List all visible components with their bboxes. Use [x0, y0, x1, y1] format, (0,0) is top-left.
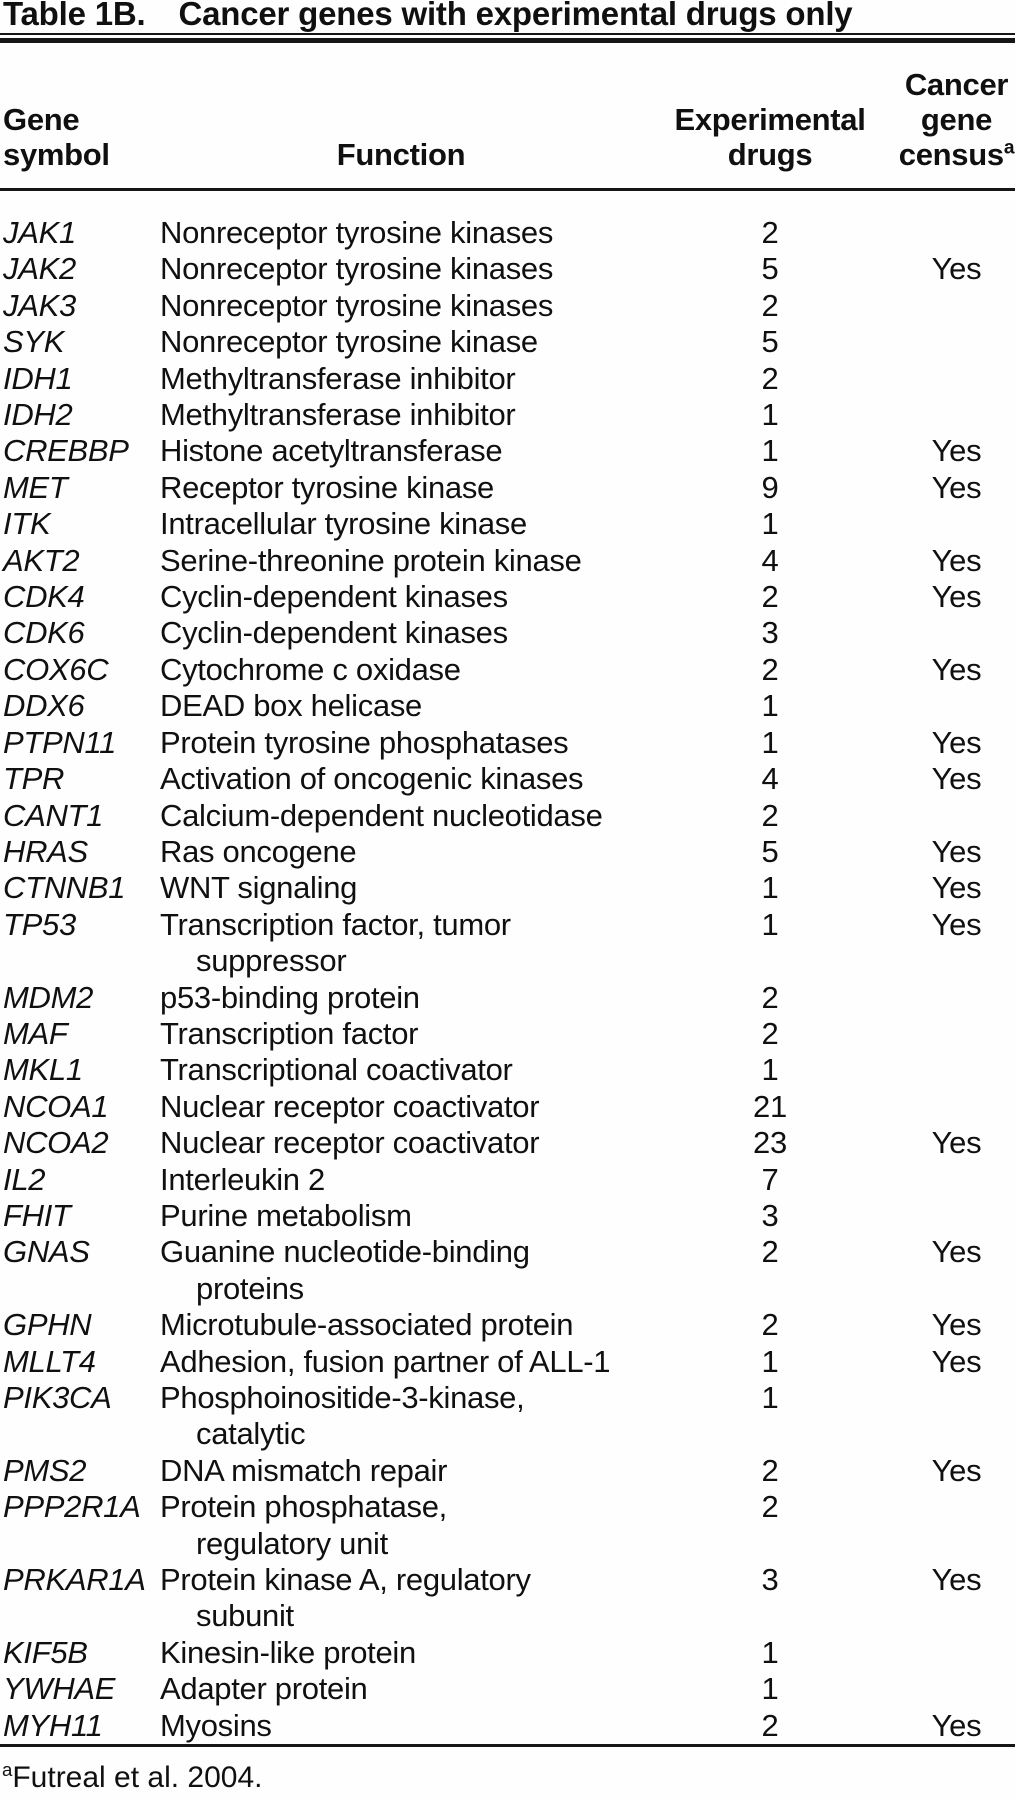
gene-symbol-cell: ITK — [3, 506, 51, 542]
function-text: DNA mismatch repair — [160, 1452, 448, 1488]
table-row — [0, 1671, 1015, 1707]
function-text: Protein tyrosine phosphatases — [160, 724, 569, 760]
function-text-continued: proteins — [196, 1270, 304, 1306]
experimental-drugs-cell: 2 — [761, 579, 779, 615]
function-text: Transcription factor, tumor — [160, 906, 511, 942]
function-text-continued: catalytic — [196, 1416, 306, 1452]
function-cell — [160, 1162, 642, 1198]
function-cell — [160, 1307, 642, 1343]
function-text: Adhesion, fusion partner of ALL-1 — [160, 1343, 611, 1379]
cancer-gene-census-cell: Yes — [931, 724, 982, 760]
experimental-drugs-cell: 1 — [761, 870, 779, 906]
function-text: DEAD box helicase — [160, 688, 422, 724]
table-row — [0, 361, 1015, 397]
experimental-drugs-cell: 1 — [761, 1634, 779, 1670]
experimental-drugs-cell: 3 — [761, 1562, 779, 1598]
function-text: Transcription factor — [160, 1015, 419, 1051]
cancer-gene-census-cell: Yes — [931, 1707, 982, 1743]
function-text: Protein phosphatase, — [160, 1489, 447, 1525]
function-cell — [160, 725, 642, 761]
gene-symbol-cell: IDH1 — [3, 360, 73, 396]
function-text: Nonreceptor tyrosine kinases — [160, 251, 554, 287]
function-cell — [160, 1562, 642, 1635]
function-cell — [160, 1016, 642, 1052]
function-cell — [160, 543, 642, 579]
gene-symbol-cell: GPHN — [3, 1307, 92, 1343]
gene-symbol-cell: MYH11 — [3, 1707, 103, 1743]
function-header-label: Function — [336, 137, 466, 172]
function-cell — [160, 1234, 642, 1307]
table-row — [0, 834, 1015, 870]
gene-symbol-cell: CREBBP — [3, 433, 129, 469]
column-header-gene-symbol — [0, 102, 160, 172]
gene-symbol-cell: CANT1 — [3, 797, 104, 833]
function-text: Nuclear receptor coactivator — [160, 1088, 540, 1124]
function-cell — [160, 1380, 642, 1453]
experimental-drugs-cell: 1 — [761, 688, 779, 724]
gene-symbol-cell: MKL1 — [3, 1052, 83, 1088]
function-cell — [160, 1125, 642, 1161]
cancer-gene-census-cell: Yes — [931, 761, 982, 797]
table-row — [0, 1125, 1015, 1161]
function-cell — [160, 834, 642, 870]
function-text: Intracellular tyrosine kinase — [160, 506, 527, 542]
experimental-drugs-cell: 2 — [761, 1707, 779, 1743]
function-cell — [160, 506, 642, 542]
experimental-drugs-cell: 21 — [753, 1088, 787, 1124]
table-row — [0, 251, 1015, 287]
table-row — [0, 1016, 1015, 1052]
cancer-gene-census-cell: Yes — [931, 870, 982, 906]
table-row — [0, 980, 1015, 1016]
gene-symbol-cell: TP53 — [3, 906, 76, 942]
table-row — [0, 1380, 1015, 1453]
function-cell — [160, 1635, 642, 1671]
gene-symbol-cell: MDM2 — [3, 979, 94, 1015]
column-header-function — [160, 137, 642, 172]
cancer-gene-census-cell: Yes — [931, 251, 982, 287]
table-row — [0, 1453, 1015, 1489]
table-body — [0, 191, 1015, 1744]
table-row — [0, 1489, 1015, 1562]
function-cell — [160, 688, 642, 724]
cancer-gene-census-cell: Yes — [931, 1562, 982, 1598]
experimental-drugs-cell: 3 — [761, 1197, 779, 1233]
function-cell — [160, 907, 642, 980]
gene-symbol-cell: GNAS — [3, 1234, 90, 1270]
drugs-header-line1: Experimental — [674, 102, 866, 137]
function-cell — [160, 324, 642, 360]
column-header-experimental-drugs — [642, 102, 898, 172]
table-row — [0, 798, 1015, 834]
experimental-drugs-cell: 3 — [761, 615, 779, 651]
experimental-drugs-cell: 7 — [761, 1161, 779, 1197]
function-cell — [160, 433, 642, 469]
function-text: Methyltransferase inhibitor — [160, 360, 516, 396]
table-row — [0, 1198, 1015, 1234]
function-cell — [160, 579, 642, 615]
experimental-drugs-cell: 23 — [753, 1125, 787, 1161]
experimental-drugs-cell: 2 — [761, 1015, 779, 1051]
gene-symbol-cell: PTPN11 — [3, 724, 117, 760]
gene-symbol-cell: DDX6 — [3, 688, 85, 724]
experimental-drugs-cell: 4 — [761, 761, 779, 797]
function-text: Histone acetyltransferase — [160, 433, 503, 469]
table-row — [0, 543, 1015, 579]
table-row — [0, 1562, 1015, 1635]
cancer-gene-census-cell: Yes — [931, 651, 982, 687]
experimental-drugs-cell: 1 — [761, 1380, 779, 1415]
gene-symbol-cell: FHIT — [3, 1197, 71, 1233]
function-text: Transcriptional coactivator — [160, 1052, 513, 1088]
function-cell — [160, 1052, 642, 1088]
gene-symbol-cell: MLLT4 — [3, 1343, 96, 1379]
function-cell — [160, 1089, 642, 1125]
function-text: Nonreceptor tyrosine kinases — [160, 287, 554, 323]
gene-symbol-cell: NCOA2 — [3, 1125, 109, 1161]
table-row — [0, 1162, 1015, 1198]
function-cell — [160, 615, 642, 651]
cancer-gene-census-cell: Yes — [931, 433, 982, 469]
census-header-line1: Cancer — [904, 67, 1009, 102]
gene-symbol-cell: JAK2 — [3, 251, 76, 287]
gene-symbol-cell: NCOA1 — [3, 1088, 109, 1124]
function-text: Myosins — [160, 1707, 272, 1743]
table-row — [0, 324, 1015, 360]
function-text: Guanine nucleotide-binding — [160, 1234, 530, 1270]
footnote — [2, 1760, 263, 1796]
experimental-drugs-cell: 1 — [761, 1343, 779, 1379]
function-cell — [160, 470, 642, 506]
table-row — [0, 725, 1015, 761]
cancer-gene-census-cell: Yes — [931, 1307, 982, 1343]
experimental-drugs-cell: 2 — [761, 797, 779, 833]
experimental-drugs-cell: 1 — [761, 724, 779, 760]
function-cell — [160, 870, 642, 906]
experimental-drugs-cell: 4 — [761, 542, 779, 578]
gene-symbol-cell: CDK4 — [3, 579, 85, 615]
experimental-drugs-cell: 1 — [761, 1052, 779, 1088]
column-header-cancer-gene-census — [898, 67, 1015, 172]
function-text: Ras oncogene — [160, 833, 357, 869]
gene-symbol-cell: SYK — [3, 324, 65, 360]
function-text: Protein kinase A, regulatory — [160, 1562, 531, 1598]
function-text: Activation of oncogenic kinases — [160, 761, 584, 797]
function-cell — [160, 1344, 642, 1380]
function-text-continued: subunit — [196, 1598, 294, 1634]
cancer-gene-census-cell: Yes — [931, 1125, 982, 1161]
experimental-drugs-cell: 9 — [761, 469, 779, 505]
table-number-label: Table 1B. — [3, 0, 146, 32]
function-text: Serine-threonine protein kinase — [160, 542, 582, 578]
table-bottom-rule — [0, 1744, 1015, 1747]
function-cell — [160, 397, 642, 433]
footnote-text: Futreal et al. 2004. — [12, 1761, 263, 1794]
gene-symbol-cell: IL2 — [3, 1161, 46, 1197]
function-cell — [160, 251, 642, 287]
table-header-row — [0, 43, 1015, 188]
gene-symbol-cell: KIF5B — [3, 1634, 88, 1670]
cancer-gene-census-cell: Yes — [931, 1234, 982, 1270]
caption-divider-rule — [0, 33, 1015, 43]
table-row — [0, 1344, 1015, 1380]
table-row — [0, 506, 1015, 542]
function-cell — [160, 288, 642, 324]
experimental-drugs-cell: 2 — [761, 1452, 779, 1488]
table-row — [0, 1089, 1015, 1125]
function-text: p53-binding protein — [160, 979, 420, 1015]
experimental-drugs-cell: 2 — [761, 1234, 779, 1270]
census-header-word: census — [898, 137, 1004, 172]
table-row — [0, 433, 1015, 469]
table-row — [0, 870, 1015, 906]
table-caption-text: Cancer genes with experimental drugs only — [178, 0, 853, 32]
cancer-gene-census-cell: Yes — [931, 1343, 982, 1379]
function-text: Microtubule-associated protein — [160, 1307, 574, 1343]
table-row — [0, 579, 1015, 615]
function-cell — [160, 1671, 642, 1707]
function-text: Nonreceptor tyrosine kinases — [160, 215, 554, 250]
function-cell — [160, 652, 642, 688]
cancer-gene-census-cell: Yes — [931, 1452, 982, 1488]
function-text: Methyltransferase inhibitor — [160, 397, 516, 433]
function-cell — [160, 1453, 642, 1489]
cancer-gene-census-cell: Yes — [931, 579, 982, 615]
function-cell — [160, 361, 642, 397]
gene-symbol-cell: PPP2R1A — [3, 1489, 141, 1525]
table-row — [0, 397, 1015, 433]
gene-symbol-cell: PMS2 — [3, 1452, 87, 1488]
table-row — [0, 1234, 1015, 1307]
table-caption — [3, 0, 1015, 33]
census-footnote-marker: a — [1003, 137, 1015, 159]
function-text: Cytochrome c oxidase — [160, 651, 461, 687]
experimental-drugs-cell: 1 — [761, 906, 779, 942]
function-cell — [160, 1708, 642, 1744]
function-text: Cyclin-dependent kinases — [160, 615, 508, 651]
function-cell — [160, 1489, 642, 1562]
gene-symbol-cell: PRKAR1A — [3, 1562, 146, 1598]
function-cell — [160, 215, 642, 251]
gene-symbol-cell: YWHAE — [3, 1671, 116, 1707]
experimental-drugs-cell: 2 — [761, 1489, 779, 1525]
function-text: Receptor tyrosine kinase — [160, 469, 494, 505]
drugs-header-line2: drugs — [727, 137, 813, 172]
table-row — [0, 615, 1015, 651]
cancer-gene-census-cell: Yes — [931, 469, 982, 505]
experimental-drugs-cell: 2 — [761, 1307, 779, 1343]
gene-symbol-cell: HRAS — [3, 833, 88, 869]
function-text: Purine metabolism — [160, 1197, 412, 1233]
gene-header-line2: symbol — [3, 137, 110, 172]
function-text: Adapter protein — [160, 1671, 368, 1707]
table-row — [0, 470, 1015, 506]
table-row — [0, 907, 1015, 980]
gene-symbol-cell: AKT2 — [3, 542, 80, 578]
gene-symbol-cell: JAK3 — [3, 287, 76, 323]
function-text: Kinesin-like protein — [160, 1634, 416, 1670]
cancer-gene-census-cell: Yes — [931, 833, 982, 869]
experimental-drugs-cell: 1 — [761, 433, 779, 469]
function-text-continued: suppressor — [196, 943, 347, 979]
experimental-drugs-cell: 2 — [761, 979, 779, 1015]
gene-symbol-cell: PIK3CA — [3, 1380, 112, 1415]
function-cell — [160, 761, 642, 797]
function-text: Calcium-dependent nucleotidase — [160, 797, 603, 833]
experimental-drugs-cell: 5 — [761, 833, 779, 869]
experimental-drugs-cell: 1 — [761, 397, 779, 433]
gene-symbol-cell: IDH2 — [3, 397, 73, 433]
gene-symbol-cell: MET — [3, 469, 68, 505]
table-row — [0, 688, 1015, 724]
experimental-drugs-cell: 2 — [761, 215, 779, 250]
census-header-line2: gene — [920, 102, 993, 137]
gene-symbol-cell: CTNNB1 — [3, 870, 126, 906]
table-row — [0, 1307, 1015, 1343]
experimental-drugs-cell: 1 — [761, 1671, 779, 1707]
experimental-drugs-cell: 5 — [761, 324, 779, 360]
cancer-gene-census-cell: Yes — [931, 542, 982, 578]
function-text: Nuclear receptor coactivator — [160, 1125, 540, 1161]
function-cell — [160, 980, 642, 1016]
function-text: Cyclin-dependent kinases — [160, 579, 508, 615]
gene-symbol-cell: CDK6 — [3, 615, 85, 651]
gene-symbol-cell: JAK1 — [3, 215, 76, 250]
experimental-drugs-cell: 5 — [761, 251, 779, 287]
gene-symbol-cell: COX6C — [3, 651, 109, 687]
table-row — [0, 215, 1015, 251]
table-row — [0, 761, 1015, 797]
gene-symbol-cell: MAF — [3, 1015, 68, 1051]
function-cell — [160, 798, 642, 834]
gene-header-line1: Gene — [3, 102, 80, 137]
function-text: Phosphoinositide-3-kinase, — [160, 1380, 525, 1415]
experimental-drugs-cell: 2 — [761, 287, 779, 323]
table-row — [0, 288, 1015, 324]
function-text-continued: regulatory unit — [196, 1525, 388, 1561]
table-row — [0, 1708, 1015, 1744]
function-cell — [160, 1198, 642, 1234]
census-header-line3 — [898, 137, 1015, 172]
cancer-gene-census-cell: Yes — [931, 906, 982, 942]
experimental-drugs-cell: 1 — [761, 506, 779, 542]
function-text: WNT signaling — [160, 870, 358, 906]
footnote-marker: a — [2, 1759, 13, 1780]
function-text: Interleukin 2 — [160, 1161, 325, 1197]
experimental-drugs-cell: 2 — [761, 651, 779, 687]
table-row — [0, 652, 1015, 688]
function-text: Nonreceptor tyrosine kinase — [160, 324, 538, 360]
table-row — [0, 1635, 1015, 1671]
table-row — [0, 1052, 1015, 1088]
experimental-drugs-cell: 2 — [761, 360, 779, 396]
gene-symbol-cell: TPR — [3, 761, 65, 797]
